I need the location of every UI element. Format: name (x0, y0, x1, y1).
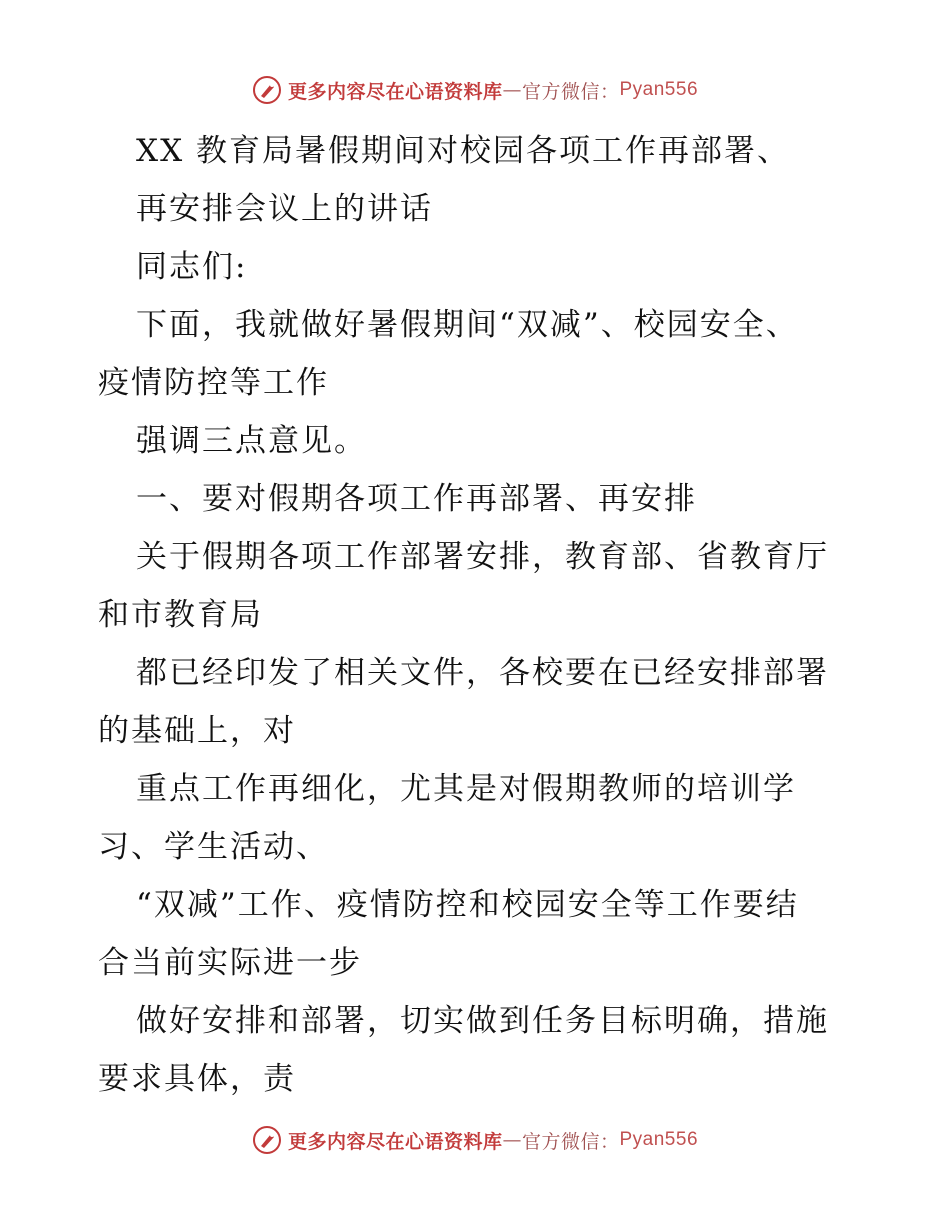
document-line: XX 教育局暑假期间对校园各项工作再部署、 (136, 133, 790, 169)
document-line: 要求具体，责 (98, 1061, 296, 1097)
header-watermark (0, 70, 950, 110)
document-line: 强调三点意见。 (136, 423, 367, 459)
document-line: 都已经印发了相关文件，各校要在已经安排部署 (136, 655, 829, 691)
document-body (98, 122, 858, 1108)
document-line: 合当前实际进一步 (98, 945, 362, 981)
document-line: 关于假期各项工作部署安排，教育部、省教育厅 (136, 539, 829, 575)
document-line: 同志们: (136, 249, 248, 285)
document-line: 和市教育局 (98, 597, 263, 633)
document-line: 的基础上，对 (98, 713, 296, 749)
watermark-official-label: 官方微信： (521, 80, 620, 103)
footer-watermark (0, 1120, 950, 1160)
watermark-separator: — (502, 1129, 522, 1151)
watermark-official-label: 官方微信： (521, 1130, 620, 1153)
document-line: 再安排会议上的讲话 (136, 191, 433, 227)
document-line: 疫情防控等工作 (98, 365, 329, 401)
document-line: “双减”工作、疫情防控和校园安全等工作要结 (136, 887, 799, 923)
watermark-brand: 更多内容尽在心语资料库 (287, 80, 503, 103)
watermark-separator: — (502, 79, 522, 101)
document-line: 重点工作再细化，尤其是对假期教师的培训学 (136, 771, 796, 807)
watermark-account: Pyan556 (619, 79, 699, 100)
watermark-brand: 更多内容尽在心语资料库 (287, 1130, 503, 1153)
document-line: 下面，我就做好暑假期间“双减”、校园安全、 (136, 307, 799, 343)
document-line: 一、要对假期各项工作再部署、再安排 (136, 481, 697, 517)
document-line: 做好安排和部署，切实做到任务目标明确，措施 (136, 1003, 829, 1039)
watermark-account: Pyan556 (619, 1129, 699, 1150)
document-line: 习、学生活动、 (98, 829, 329, 865)
pen-nib-circle-icon (252, 1125, 282, 1155)
pen-nib-circle-icon (252, 75, 282, 105)
